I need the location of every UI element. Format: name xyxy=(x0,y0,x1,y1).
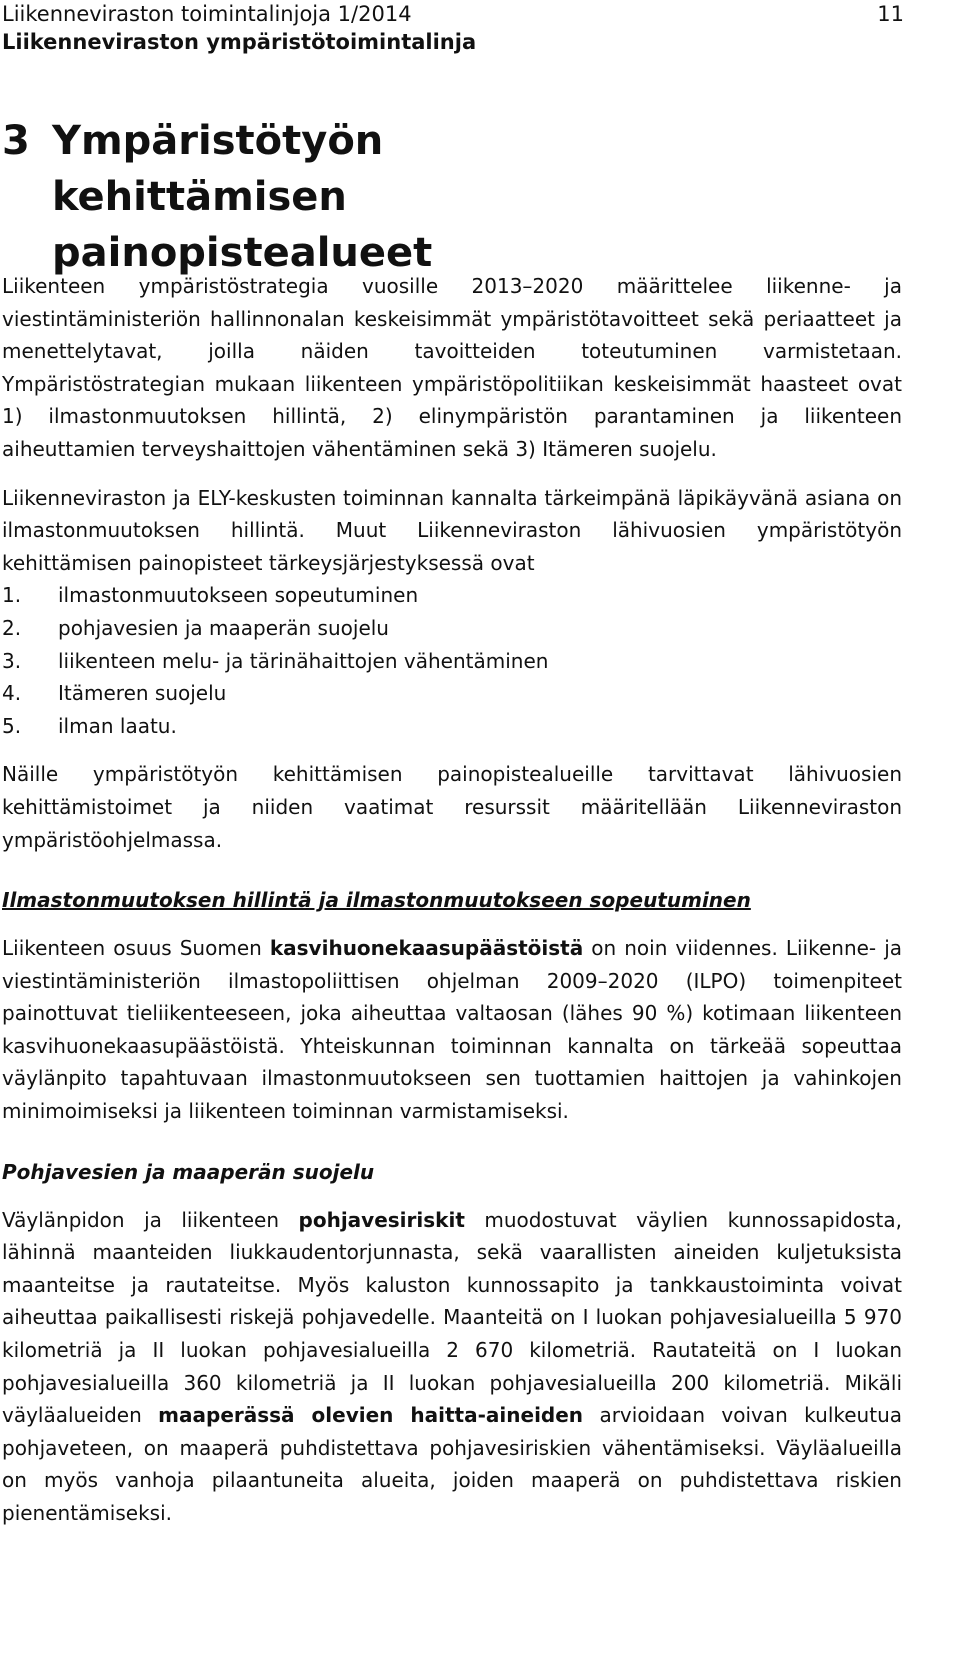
climate-paragraph: Liikenteen osuus Suomen kasvihuonekaasupäästöistä on noin viidennes. Liikenne- ja viestintäministeriön ilmastopoliittisen ohjelman 2009–2020 (ILPO) toimenpiteet painottuvat tieliikenteeseen, joka aiheuttaa valtaosan (lähes 90 %) kotimaan liikenteen kasvihuonekaasupäästöistä. Yhteiskunnan toiminnan kannalta on tärkeää sopeuttaa väylänpito tapahtuvaan ilmastonmuutokseen sen tuottamien haittojen ja vahinkojen minimoimiseksi ja liikenteen toiminnan varmistamiseksi. xyxy=(2,936,902,1124)
intro-paragraph-2: Liikenneviraston ja ELY-keskusten toiminnan kannalta tärkeimpänä läpikäyvänä asiana on ilmastonmuutoksen hillintä. Muut Liikenneviraston lähivuosien ympäristötyön kehittämisen painopisteet tärkeysjärjestyksessä ovat xyxy=(2,485,902,575)
list-item: 5. ilman laatu. xyxy=(2,713,177,738)
bold-term: kasvihuonekaasupäästöistä xyxy=(269,936,584,961)
section-heading-groundwater: Pohjavesien ja maaperän suojelu xyxy=(2,1159,375,1184)
bold-term: maaperässä olevien haitta-aineiden xyxy=(158,1403,584,1428)
chapter-number: 3 xyxy=(2,118,30,164)
list-item: 3. liikenteen melu- ja tärinähaittojen vähentäminen xyxy=(2,648,549,673)
list-item: 2. pohjavesien ja maaperän suojelu xyxy=(2,615,389,640)
list-item: 1. ilmastonmuutokseen sopeutuminen xyxy=(2,583,419,608)
list-item: 4. Itämeren suojelu xyxy=(2,681,227,706)
intro-paragraph-3: Näille ympäristötyön kehittämisen painopistealueille tarvittavat lähivuosien kehittämistoimet ja niiden vaatimat resurssit määritellään Liikenneviraston ympäristöohjelmassa. xyxy=(2,762,902,852)
priority-list xyxy=(2,579,902,742)
page-number: 11 xyxy=(877,2,904,26)
groundwater-paragraph: Väylänpidon ja liikenteen pohjavesiriskit muodostuvat väylien kunnossapidosta, lähinnä maanteiden liukkaudentorjunnasta, sekä vaarallisten aineiden kuljetuksista maanteitse ja rautateitse. Myös kaluston kunnossapito ja tankkaustoiminta voivat aiheuttaa paikallisesti riskejä pohjavedelle. Maanteitä on I luokan pohjavesialueilla 5 970 kilometriä ja II luokan pohjavesialueilla 2 670 kilometriä. Rautateitä on I luokan pohjavesialueilla 360 kilometriä ja II luokan pohjavesialueilla 200 kilometriä. Mikäli väyläalueiden maaperässä olevien haitta-aineiden arvioidaan voivan kulkeutua pohjaveteen, on maaperä puhdistettava pohjavesiriskien vähentämiseksi. Väyläalueilla on myös vanhoja pilaantuneita alueita, joiden maaperä on puhdistettava riskien pienentämiseksi. xyxy=(2,1207,903,1525)
section-heading-climate: Ilmastonmuutoksen hillintä ja ilmastonmuutokseen sopeutuminen xyxy=(2,888,751,913)
body-text xyxy=(2,270,902,1530)
running-header xyxy=(2,0,904,56)
chapter-title: Ympäristötyön kehittämisen painopistealueet xyxy=(52,118,433,276)
publication-series: Liikenneviraston toimintalinjoja 1/2014 xyxy=(2,2,412,26)
chapter-heading xyxy=(2,113,904,281)
document-title: Liikenneviraston ympäristötoimintalinja xyxy=(2,30,477,54)
intro-paragraph-1: Liikenteen ympäristöstrategia vuosille 2013–2020 määrittelee liikenne- ja viestintäministeriön hallinnonalan keskeisimmät ympäristötavoitteet sekä periaatteet ja menettelytavat, joilla näiden tavoitteiden toteutuminen varmistetaan. Ympäristöstrategian mukaan liikenteen ympäristöpolitiikan keskeisimmät haasteet ovat 1) ilmastonmuutoksen hillintä, 2) elinympäristön parantaminen ja liikenteen aiheuttamien terveyshaittojen vähentäminen sekä 3) Itämeren suojelu. xyxy=(2,274,902,461)
bold-term: pohjavesiriskit xyxy=(298,1207,465,1232)
